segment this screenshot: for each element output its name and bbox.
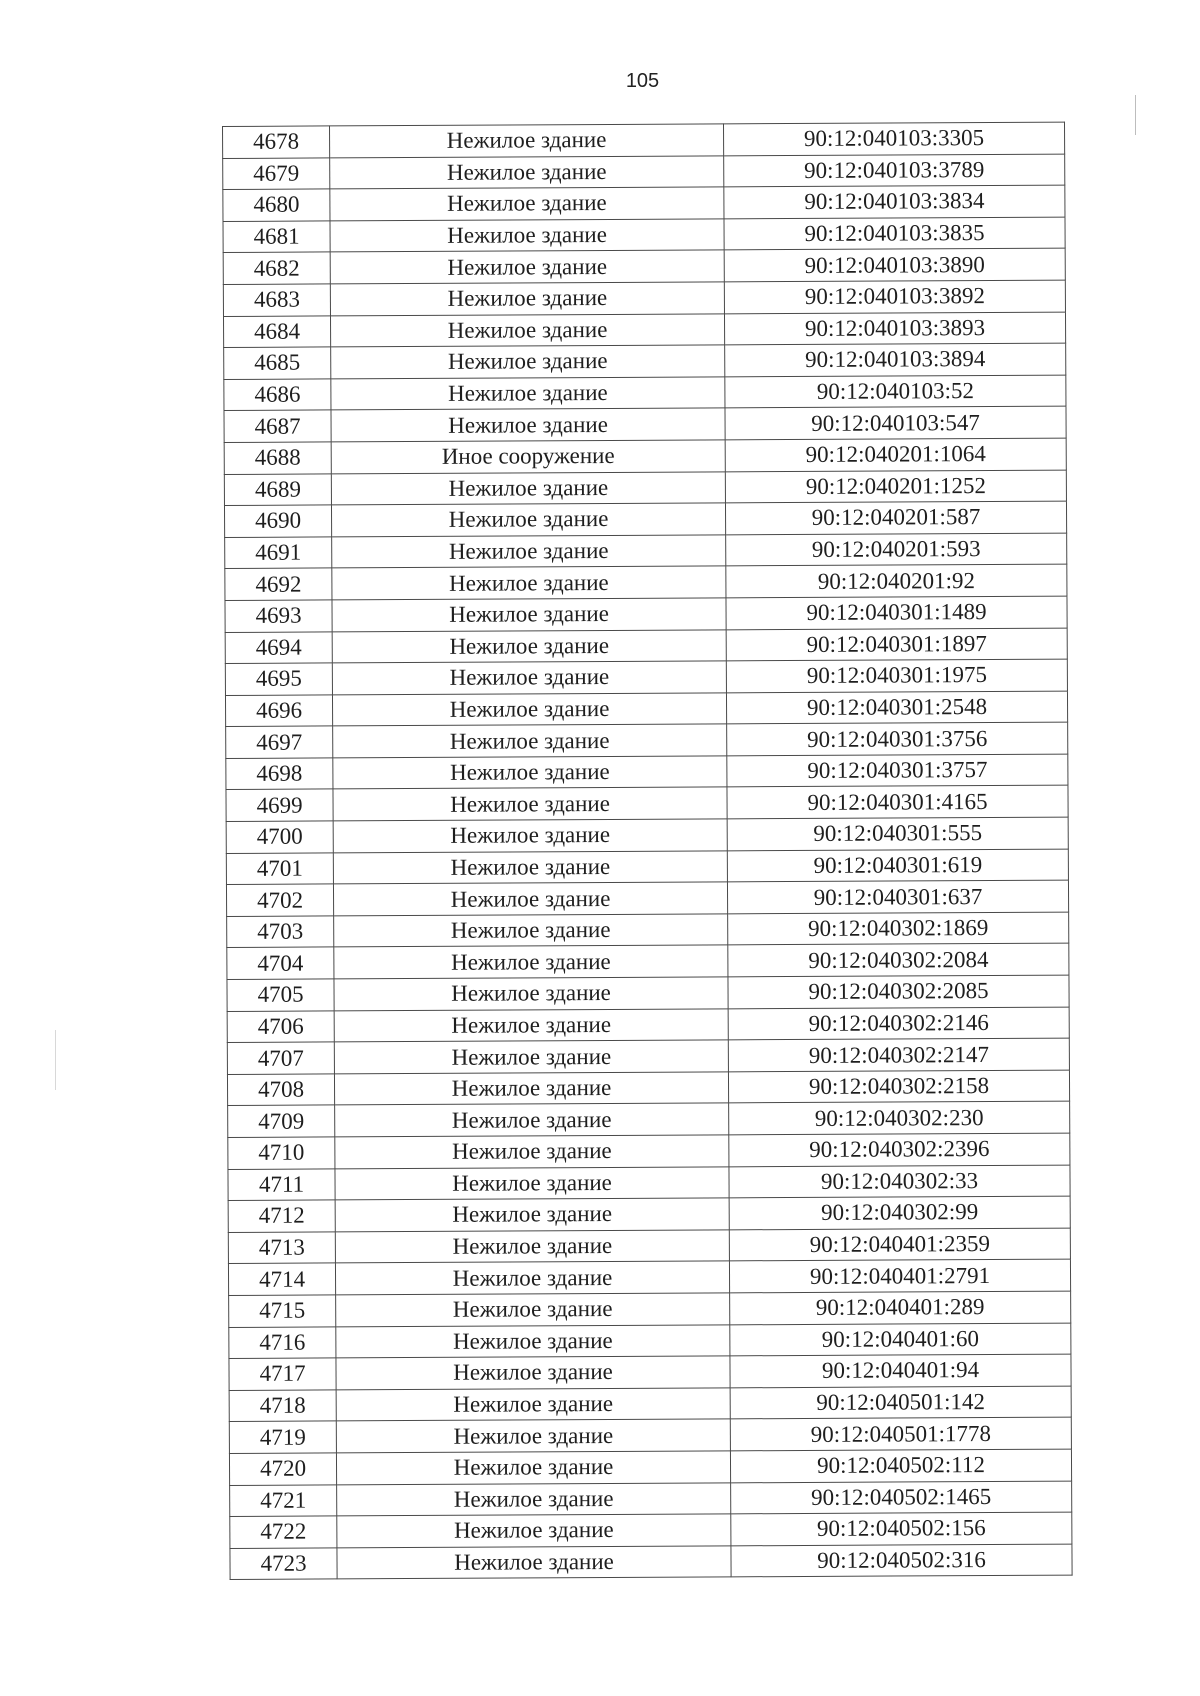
object-type-cell: Нежилое здание bbox=[330, 187, 724, 221]
cadastral-number-cell: 90:12:040302:2396 bbox=[729, 1133, 1070, 1166]
table-row bbox=[225, 564, 1067, 600]
object-type-cell: Нежилое здание bbox=[335, 1261, 729, 1295]
object-type-cell: Нежилое здание bbox=[332, 566, 726, 600]
object-type-cell: Нежилое здание bbox=[334, 914, 728, 948]
object-type-cell: Нежилое здание bbox=[335, 1166, 729, 1200]
cadastral-number-cell: 90:12:040103:3834 bbox=[724, 185, 1065, 218]
table-row bbox=[226, 880, 1068, 916]
table-row bbox=[230, 1512, 1072, 1548]
cadastral-number-cell: 90:12:040401:94 bbox=[730, 1354, 1071, 1387]
table-row bbox=[226, 754, 1068, 790]
object-type-cell: Нежилое здание bbox=[335, 1198, 729, 1232]
row-number-cell: 4695 bbox=[225, 663, 332, 695]
row-number-cell: 4713 bbox=[228, 1232, 335, 1264]
object-type-cell: Нежилое здание bbox=[334, 1008, 728, 1042]
cadastral-number-cell: 90:12:040302:33 bbox=[729, 1165, 1070, 1198]
table-row bbox=[224, 501, 1066, 537]
object-type-cell: Нежилое здание bbox=[336, 1419, 730, 1453]
table-row bbox=[225, 691, 1067, 727]
row-number-cell: 4692 bbox=[225, 568, 332, 600]
table-row bbox=[228, 1228, 1070, 1264]
cadastral-number-cell: 90:12:040103:3890 bbox=[724, 248, 1065, 281]
row-number-cell: 4689 bbox=[224, 473, 331, 505]
object-type-cell: Нежилое здание bbox=[330, 124, 724, 158]
cadastral-number-cell: 90:12:040103:547 bbox=[725, 406, 1066, 439]
row-number-cell: 4700 bbox=[226, 821, 333, 853]
row-number-cell: 4723 bbox=[230, 1548, 337, 1580]
row-number-cell: 4697 bbox=[226, 726, 333, 758]
row-number-cell: 4686 bbox=[224, 379, 331, 411]
row-number-cell: 4680 bbox=[223, 189, 330, 221]
table-row bbox=[223, 185, 1065, 221]
row-number-cell: 4706 bbox=[227, 1011, 334, 1043]
table-row bbox=[226, 722, 1068, 758]
row-number-cell: 4691 bbox=[225, 537, 332, 569]
cadastral-number-cell: 90:12:040103:3305 bbox=[723, 122, 1064, 155]
object-type-cell: Нежилое здание bbox=[334, 977, 728, 1011]
object-type-cell: Нежилое здание bbox=[336, 1293, 730, 1327]
object-type-cell: Нежилое здание bbox=[337, 1514, 731, 1548]
cadastral-number-cell: 90:12:040502:112 bbox=[730, 1449, 1071, 1482]
table-row bbox=[228, 1165, 1070, 1201]
registry-table-wrapper bbox=[222, 122, 1073, 1581]
table-row bbox=[230, 1481, 1072, 1517]
object-type-cell: Нежилое здание bbox=[330, 155, 724, 189]
row-number-cell: 4694 bbox=[225, 631, 332, 663]
cadastral-number-cell: 90:12:040401:289 bbox=[730, 1291, 1071, 1324]
row-number-cell: 4718 bbox=[229, 1390, 336, 1422]
table-row bbox=[228, 1259, 1070, 1295]
cadastral-number-cell: 90:12:040201:1252 bbox=[725, 470, 1066, 503]
cadastral-number-cell: 90:12:040301:619 bbox=[727, 849, 1068, 882]
row-number-cell: 4699 bbox=[226, 789, 333, 821]
row-number-cell: 4693 bbox=[225, 600, 332, 632]
cadastral-number-cell: 90:12:040301:3757 bbox=[727, 754, 1068, 787]
table-row bbox=[228, 1101, 1070, 1137]
cadastral-number-cell: 90:12:040302:99 bbox=[729, 1196, 1070, 1229]
object-type-cell: Нежилое здание bbox=[334, 945, 728, 979]
cadastral-number-cell: 90:12:040301:4165 bbox=[727, 786, 1068, 819]
table-row bbox=[224, 375, 1066, 411]
cadastral-number-cell: 90:12:040302:2085 bbox=[728, 975, 1069, 1008]
cadastral-number-cell: 90:12:040103:3893 bbox=[724, 312, 1065, 345]
cadastral-number-cell: 90:12:040301:637 bbox=[727, 880, 1068, 913]
row-number-cell: 4683 bbox=[223, 284, 330, 316]
cadastral-number-cell: 90:12:040401:60 bbox=[730, 1323, 1071, 1356]
table-row bbox=[223, 280, 1065, 316]
row-number-cell: 4722 bbox=[230, 1516, 337, 1548]
object-type-cell: Нежилое здание bbox=[331, 503, 725, 537]
table-row bbox=[225, 596, 1067, 632]
row-number-cell: 4719 bbox=[229, 1421, 336, 1453]
object-type-cell: Нежилое здание bbox=[336, 1324, 730, 1358]
cadastral-number-cell: 90:12:040502:316 bbox=[731, 1544, 1072, 1577]
row-number-cell: 4717 bbox=[229, 1358, 336, 1390]
object-type-cell: Нежилое здание bbox=[335, 1103, 729, 1137]
table-row bbox=[229, 1417, 1071, 1453]
table-row bbox=[229, 1323, 1071, 1359]
table-row bbox=[229, 1291, 1071, 1327]
table-row bbox=[230, 1544, 1072, 1580]
table-row bbox=[223, 217, 1065, 253]
table-row bbox=[229, 1354, 1071, 1390]
table-row bbox=[226, 786, 1068, 822]
object-type-cell: Нежилое здание bbox=[337, 1546, 731, 1580]
table-row bbox=[224, 438, 1066, 474]
row-number-cell: 4720 bbox=[229, 1453, 336, 1485]
object-type-cell: Нежилое здание bbox=[332, 629, 726, 663]
cadastral-number-cell: 90:12:040501:142 bbox=[730, 1386, 1071, 1419]
cadastral-number-cell: 90:12:040502:1465 bbox=[731, 1481, 1072, 1514]
cadastral-number-cell: 90:12:040301:1489 bbox=[726, 596, 1067, 629]
row-number-cell: 4707 bbox=[227, 1042, 334, 1074]
table-row bbox=[224, 470, 1066, 506]
row-number-cell: 4705 bbox=[227, 979, 334, 1011]
table-row bbox=[224, 406, 1066, 442]
object-type-cell: Нежилое здание bbox=[333, 819, 727, 853]
cadastral-number-cell: 90:12:040301:1975 bbox=[726, 659, 1067, 692]
table-row bbox=[226, 849, 1068, 885]
table-row bbox=[229, 1449, 1071, 1485]
cadastral-number-cell: 90:12:040302:1869 bbox=[728, 912, 1069, 945]
cadastral-number-cell: 90:12:040302:2147 bbox=[728, 1038, 1069, 1071]
table-row bbox=[223, 154, 1065, 190]
table-row bbox=[223, 312, 1065, 348]
row-number-cell: 4712 bbox=[228, 1200, 335, 1232]
table-row bbox=[227, 1007, 1069, 1043]
cadastral-number-cell: 90:12:040301:3756 bbox=[727, 722, 1068, 755]
table-row bbox=[227, 975, 1069, 1011]
cadastral-number-cell: 90:12:040302:230 bbox=[729, 1101, 1070, 1134]
row-number-cell: 4714 bbox=[228, 1263, 335, 1295]
cadastral-number-cell: 90:12:040401:2791 bbox=[729, 1259, 1070, 1292]
row-number-cell: 4709 bbox=[228, 1105, 335, 1137]
cadastral-number-cell: 90:12:040103:52 bbox=[725, 375, 1066, 408]
row-number-cell: 4685 bbox=[224, 347, 331, 379]
table-row bbox=[227, 944, 1069, 980]
row-number-cell: 4681 bbox=[223, 221, 330, 253]
row-number-cell: 4684 bbox=[223, 315, 330, 347]
table-row bbox=[225, 533, 1067, 569]
object-type-cell: Нежилое здание bbox=[333, 787, 727, 821]
object-type-cell: Нежилое здание bbox=[332, 661, 726, 695]
cadastral-number-cell: 90:12:040302:2146 bbox=[728, 1007, 1069, 1040]
object-type-cell: Нежилое здание bbox=[337, 1482, 731, 1516]
object-type-cell: Нежилое здание bbox=[330, 219, 724, 253]
row-number-cell: 4704 bbox=[227, 947, 334, 979]
scan-artifact-mark bbox=[1135, 95, 1136, 135]
registry-table-body bbox=[223, 122, 1073, 1580]
object-type-cell: Нежилое здание bbox=[333, 882, 727, 916]
table-row bbox=[227, 912, 1069, 948]
object-type-cell: Нежилое здание bbox=[333, 756, 727, 790]
table-row bbox=[228, 1133, 1070, 1169]
object-type-cell: Нежилое здание bbox=[332, 693, 726, 727]
object-type-cell: Нежилое здание bbox=[331, 377, 725, 411]
table-row bbox=[223, 248, 1065, 284]
cadastral-number-cell: 90:12:040401:2359 bbox=[729, 1228, 1070, 1261]
object-type-cell: Иное сооружение bbox=[331, 440, 725, 474]
row-number-cell: 4696 bbox=[225, 695, 332, 727]
row-number-cell: 4721 bbox=[230, 1484, 337, 1516]
table-row bbox=[225, 628, 1067, 664]
object-type-cell: Нежилое здание bbox=[334, 1072, 728, 1106]
table-row bbox=[226, 817, 1068, 853]
object-type-cell: Нежилое здание bbox=[330, 282, 724, 316]
object-type-cell: Нежилое здание bbox=[336, 1451, 730, 1485]
object-type-cell: Нежилое здание bbox=[331, 471, 725, 505]
row-number-cell: 4688 bbox=[224, 442, 331, 474]
row-number-cell: 4710 bbox=[228, 1137, 335, 1169]
object-type-cell: Нежилое здание bbox=[333, 724, 727, 758]
row-number-cell: 4716 bbox=[229, 1326, 336, 1358]
object-type-cell: Нежилое здание bbox=[330, 313, 724, 347]
cadastral-number-cell: 90:12:040103:3789 bbox=[724, 154, 1065, 187]
cadastral-number-cell: 90:12:040501:1778 bbox=[730, 1417, 1071, 1450]
table-row bbox=[228, 1196, 1070, 1232]
object-type-cell: Нежилое здание bbox=[332, 535, 726, 569]
cadastral-number-cell: 90:12:040201:587 bbox=[725, 501, 1066, 534]
cadastral-number-cell: 90:12:040302:2158 bbox=[728, 1070, 1069, 1103]
cadastral-number-cell: 90:12:040502:156 bbox=[731, 1512, 1072, 1545]
row-number-cell: 4703 bbox=[227, 916, 334, 948]
object-type-cell: Нежилое здание bbox=[335, 1230, 729, 1264]
row-number-cell: 4687 bbox=[224, 410, 331, 442]
cadastral-number-cell: 90:12:040302:2084 bbox=[728, 944, 1069, 977]
row-number-cell: 4682 bbox=[223, 252, 330, 284]
object-type-cell: Нежилое здание bbox=[334, 1040, 728, 1074]
table-row bbox=[225, 659, 1067, 695]
object-type-cell: Нежилое здание bbox=[333, 851, 727, 885]
row-number-cell: 4708 bbox=[227, 1074, 334, 1106]
object-type-cell: Нежилое здание bbox=[332, 598, 726, 632]
table-row bbox=[223, 122, 1065, 158]
table-row bbox=[229, 1386, 1071, 1422]
row-number-cell: 4715 bbox=[229, 1295, 336, 1327]
registry-table bbox=[222, 122, 1073, 1581]
table-row bbox=[224, 343, 1066, 379]
scan-artifact-mark bbox=[55, 1030, 56, 1090]
object-type-cell: Нежилое здание bbox=[336, 1388, 730, 1422]
row-number-cell: 4701 bbox=[226, 853, 333, 885]
object-type-cell: Нежилое здание bbox=[331, 345, 725, 379]
table-row bbox=[227, 1070, 1069, 1106]
cadastral-number-cell: 90:12:040103:3894 bbox=[725, 343, 1066, 376]
row-number-cell: 4679 bbox=[223, 158, 330, 190]
table-row bbox=[227, 1038, 1069, 1074]
cadastral-number-cell: 90:12:040103:3892 bbox=[724, 280, 1065, 313]
cadastral-number-cell: 90:12:040201:593 bbox=[726, 533, 1067, 566]
row-number-cell: 4702 bbox=[226, 884, 333, 916]
row-number-cell: 4711 bbox=[228, 1169, 335, 1201]
cadastral-number-cell: 90:12:040201:92 bbox=[726, 564, 1067, 597]
cadastral-number-cell: 90:12:040301:1897 bbox=[726, 628, 1067, 661]
object-type-cell: Нежилое здание bbox=[331, 408, 725, 442]
row-number-cell: 4690 bbox=[224, 505, 331, 537]
object-type-cell: Нежилое здание bbox=[335, 1135, 729, 1169]
cadastral-number-cell: 90:12:040201:1064 bbox=[725, 438, 1066, 471]
object-type-cell: Нежилое здание bbox=[336, 1356, 730, 1390]
object-type-cell: Нежилое здание bbox=[330, 250, 724, 284]
cadastral-number-cell: 90:12:040301:555 bbox=[727, 817, 1068, 850]
row-number-cell: 4678 bbox=[223, 126, 330, 158]
page-number: 105 bbox=[625, 70, 660, 92]
cadastral-number-cell: 90:12:040103:3835 bbox=[724, 217, 1065, 250]
cadastral-number-cell: 90:12:040301:2548 bbox=[726, 691, 1067, 724]
row-number-cell: 4698 bbox=[226, 758, 333, 790]
